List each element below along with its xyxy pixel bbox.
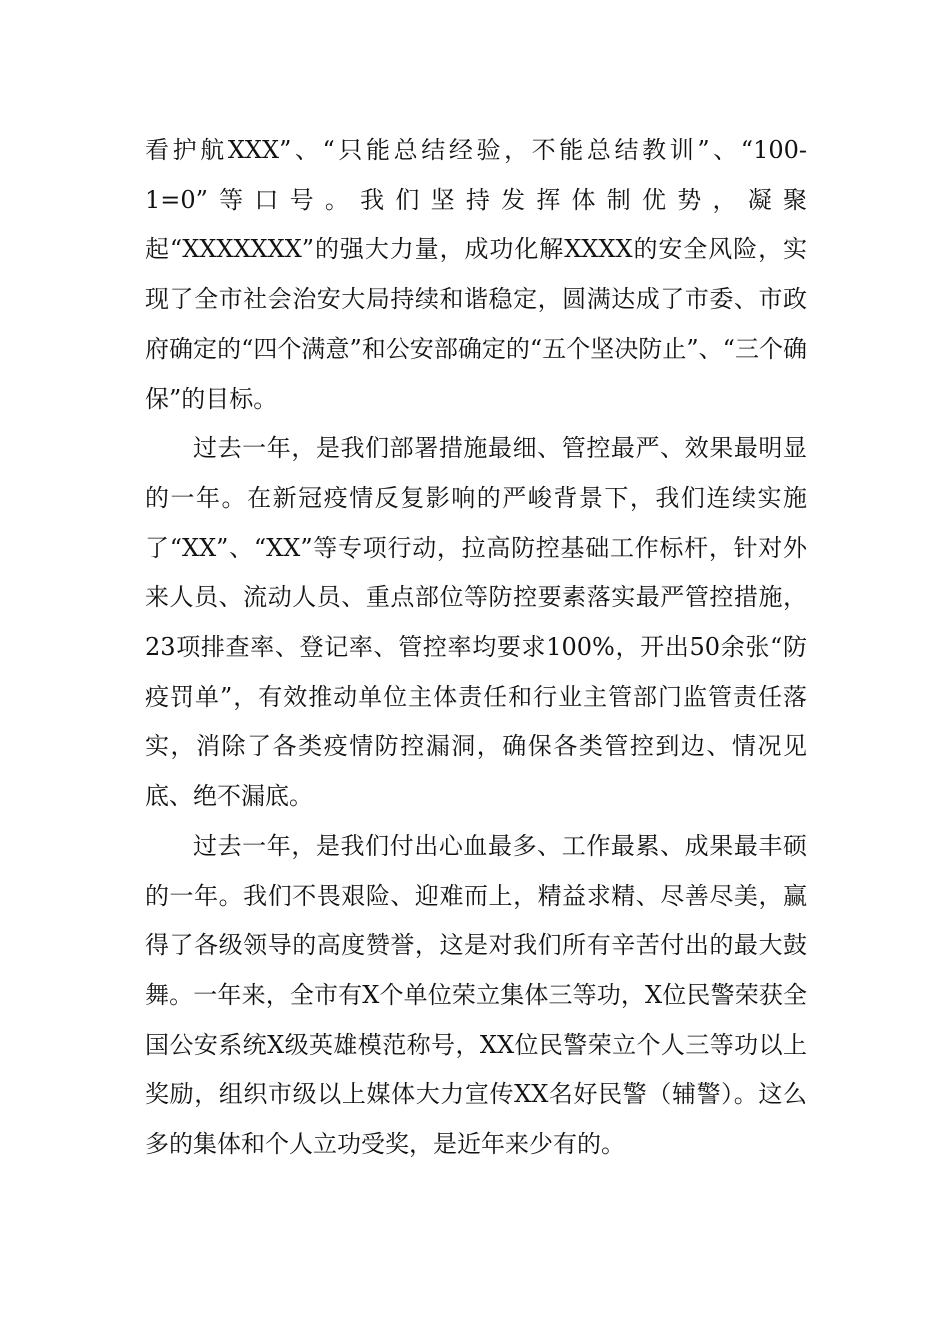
paragraph-continuation: 看护航XXX”、“只能总结经验，不能总结教训”、“100-1=0”等口号。我们坚持发挥体制优势，凝聚起“XXXXXXX”的强大力量，成功化解XXXX的安全风险，实现了全市社会治安大局持续和谐稳定，圆满达成了市委、市政府确定的“四个满意”和公安部确定的“五个坚决防止”、“三个确保”的目标。 xyxy=(145,136,807,413)
paragraph-epidemic-control: 过去一年，是我们部署措施最细、管控最严、效果最明显的一年。在新冠疫情反复影响的严峻背景下，我们连续实施了“XX”、“XX”等专项行动，拉高防控基础工作标杆，针对外来人员、流动人员、重点部位等防控要素落实最严管控措施，23项排查率、登记率、管控率均要求100%，开出50余张“防疫罚单”，有效推动单位主体责任和行业主管部门监管责任落实，消除了各类疫情防控漏洞，确保各类管控到边、情况见底、绝不漏底。 xyxy=(145,434,807,811)
paragraph-achievements: 过去一年，是我们付出心血最多、工作最累、成果最丰硕的一年。我们不畏艰险、迎难而上，精益求精、尽善尽美，赢得了各级领导的高度赞誉，这是对我们所有辛苦付出的最大鼓舞。一年来，全市有X个单位荣立集体三等功，X位民警荣获全国公安系统X级英雄模范称号，XX位民警荣立个人三等功以上奖励，组织市级以上媒体大力宣传XX名好民警（辅警）。这么多的集体和个人立功受奖，是近年来少有的。 xyxy=(145,831,807,1159)
document-body xyxy=(145,126,807,1170)
